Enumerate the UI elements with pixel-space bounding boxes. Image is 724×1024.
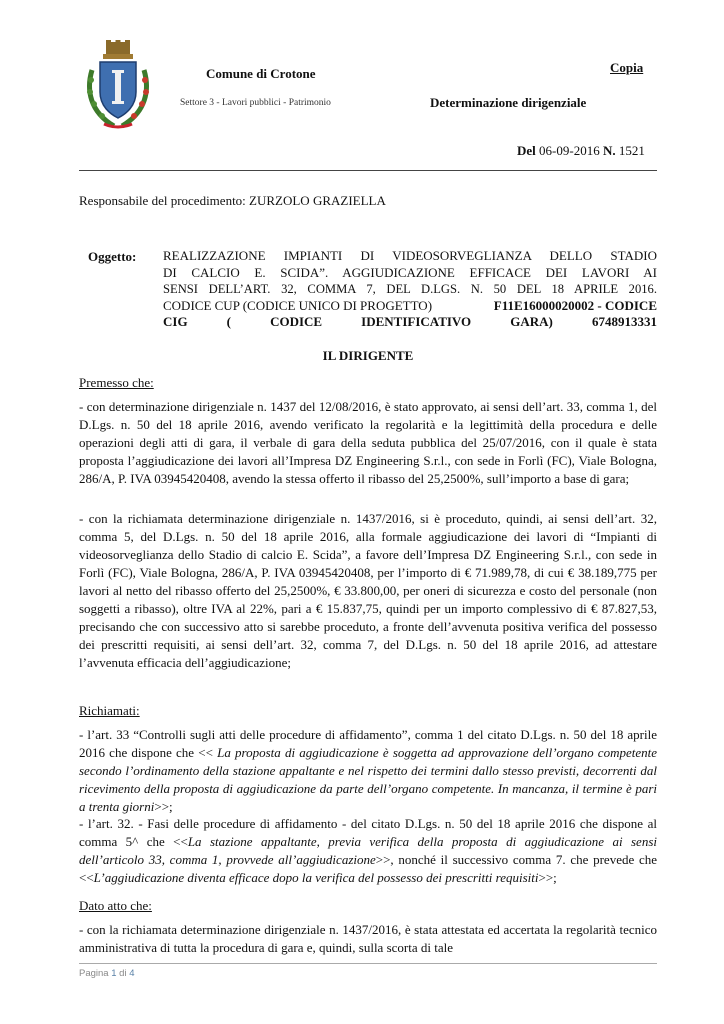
cup-code: F11E16000020002 - CODICE	[493, 297, 657, 313]
cig-word: IDENTIFICATIVO	[361, 314, 472, 329]
cig-word: (	[226, 314, 231, 329]
determination-reference	[517, 143, 645, 159]
determination-date: 06-09-2016	[539, 143, 600, 158]
quote-italic: La stazione appaltante, previa verifica della proposta di aggiudicazione ai sensi dell’articolo 33, comma 1, provvede all’aggiudicazione	[79, 834, 657, 867]
cig-word: CIG	[163, 314, 188, 329]
cig-code: 6748913331	[591, 314, 657, 329]
oggetto-text	[163, 248, 657, 331]
page-label: Pagina	[79, 968, 109, 979]
section-title: IL DIRIGENTE	[322, 348, 414, 363]
premesso-paragraph-2: - con la richiamata determinazione dirigenziale n. 1437/2016, si è proceduto, quindi, ai sensi dell’art. 32, comma 5, del D.Lgs. n. 50 del 18 aprile 2016, alla formale aggiudicazione dei lavori di “Impianti di videosorveglianza dello Stadio di calcio E. Scida”, a favore dell’Impresa DZ Engineering S.r.l., con sede in Forlì (FC), Viale Bologna, 286/A, P. IVA 03945420408, per l’importo di € 71.989,78, di cui € 38.189,775 per lavori al netto del ribasso offerto del 25,2500%, € 33.800,00, per oneri di sicurezza e costo del personale (non soggetti a ribasso), oltre IVA al 22%, pari a € 15.837,75, quindi per un importo complessivo di € 87.827,53, precisando che con successivo atto si sarebbe proceduto, a fronte dell’avvenuta positiva verifica del possesso dei prescritti requisiti, ai sensi dell’art. 32, comma 7, del D.Lgs. n. 50 del 18 aprile 2016, ad attestare l’avvenuta efficacia dell’aggiudicazione;	[79, 511, 657, 670]
city-crest-logo	[84, 40, 152, 132]
text-run: >>, nonché il successivo comma 7. che prevede che <<	[79, 852, 657, 885]
cig-word: CODICE	[270, 314, 323, 329]
header-divider	[79, 170, 657, 171]
document-type: Determinazione dirigenziale	[430, 95, 587, 110]
responsabile-procedimento: Responsabile del procedimento: ZURZOLO GRAZIELLA	[79, 193, 386, 208]
copia-label: Copia	[610, 60, 644, 75]
settore-label: Settore 3 - Lavori pubblici - Patrimonio	[180, 98, 331, 108]
oggetto-label: Oggetto:	[88, 249, 137, 264]
comune-name: Comune di Crotone	[206, 66, 316, 81]
oggetto-line: DI CALCIO E. SCIDA”. AGGIUDICAZIONE EFFICACE DEI LAVORI AI	[163, 264, 657, 280]
text-run: - l’art. 33 “Controlli sugli atti delle procedure di affidamento”, comma 1 del citato D.Lgs. n. 50 del 18 aprile 2016 che dispone che <<	[79, 727, 657, 760]
text-run: >>;	[154, 799, 173, 814]
text-run: - l’art. 32. - Fasi delle procedure di affidamento - del citato D.Lgs. n. 50 del 18 aprile 2016 che dispone al comma 5^ che <<	[79, 816, 657, 849]
dato-atto-heading: Dato atto che:	[79, 898, 152, 913]
page-number: 1	[111, 968, 117, 979]
cig-word: GARA)	[510, 314, 553, 329]
page-footer	[79, 968, 135, 979]
richiamati-heading: Richiamati:	[79, 703, 140, 718]
oggetto-line	[163, 298, 657, 315]
dato-atto-paragraph-1: - con la richiamata determinazione dirigenziale n. 1437/2016, è stata attestata ed accertata la regolarità tecnico amministrativa di tutta la procedura di gara e, quindi, sulla scorta di tale	[79, 922, 657, 955]
footer-divider	[79, 963, 657, 964]
oggetto-line	[163, 314, 657, 331]
premesso-paragraph-1: - con determinazione dirigenziale n. 1437 del 12/08/2016, è stato approvato, ai sensi dell’art. 33, comma 1, del D.Lgs. n. 50 del 18 aprile 2016, avendo verificato la regolarità e la legittimità della procedura e delle operazioni degli atti di gara, il verbale di gara della seduta pubblica del 25/07/2016, con il quale è stata proposta l’aggiudicazione dei lavori all’Impresa DZ Engineering S.r.l., con sede in Forlì (FC), Viale Bologna, 286/A, P. IVA 03945420408, avendo la stessa offerto il ribasso del 25,2500%, sull’importo a base di gara;	[79, 399, 657, 486]
del-label: Del	[517, 143, 536, 158]
text-run: >>;	[538, 870, 557, 885]
cup-label: CODICE CUP (CODICE UNICO DI PROGETTO)	[163, 297, 433, 313]
quote-italic: L’aggiudicazione diventa efficace dopo la verifica del possesso dei prescritti requisiti	[93, 870, 539, 885]
of-label: di	[119, 968, 127, 979]
richiamati-paragraph-2	[79, 815, 657, 887]
oggetto-line: SENSI DELL’ART. 32, COMMA 7, DEL D.LGS. N. 50 DEL 18 APRILE 2016.	[163, 282, 657, 296]
richiamati-paragraph-1	[79, 726, 657, 816]
oggetto-line: REALIZZAZIONE IMPIANTI DI VIDEOSORVEGLIANZA DELLO STADIO	[163, 248, 657, 263]
premesso-heading: Premesso che:	[79, 375, 154, 390]
page-total: 4	[129, 968, 135, 979]
quote-italic: La proposta di aggiudicazione è soggetta ad approvazione dell’organo competente secondo l’ordinamento della stazione appaltante e nel rispetto dei termini dallo stesso previsti, decorrenti dal ricevimento della proposta di aggiudicazione da parte dell’organo competente. In mancanza, il termine è pari a trenta giorni	[79, 745, 657, 814]
number-label: N.	[602, 143, 616, 158]
determination-number: 1521	[618, 143, 645, 158]
